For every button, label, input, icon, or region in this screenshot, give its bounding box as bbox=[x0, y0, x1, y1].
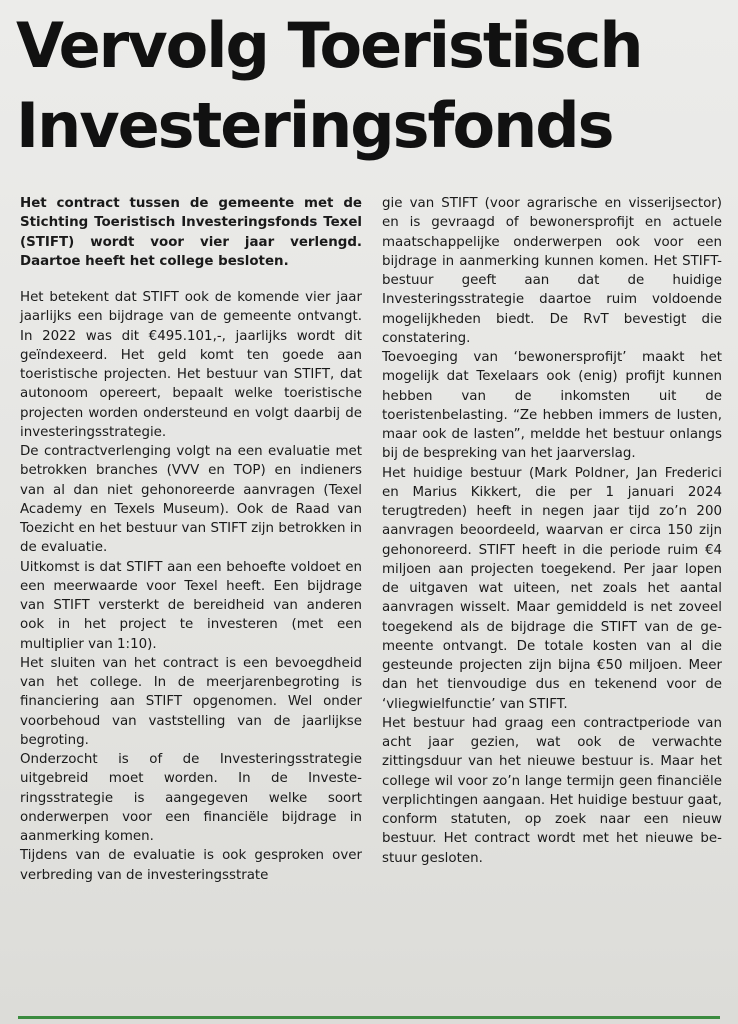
left-column bbox=[20, 194, 362, 885]
paragraph: Het huidige bestuur (Mark Poldner, Jan Frederici en Marius Kikkert, die per 1 januari 2024 terugtreden) heeft in negen jaar tijd zo’n 200 aanvragen beoordeeld, waarvan er circa 150 zijn gehonoreerd. STIFT heeft in die periode ruim €4 miljoen aan projecten toegekend. Per jaar lopen de uitgaven wat uiteen, net zoals het aantal aanvragen wisselt. Maar gemiddeld is net zoveel toegekend als de bijdrage die STIFT van de gemeente ontvangt. De totale kosten van al die gesteunde projecten zijn bijna €50 miljoen. Meer dan het tienvoudige dus en tekenend voor de ‘vliegwielfunctie’ van STIFT. bbox=[382, 465, 722, 712]
paragraph: Het betekent dat STIFT ook de komende vier jaar jaarlijks een bijdrage van de gemeente ontvangt. In 2022 was dit €495.101,-, jaarlijks wordt dit geïndexeerd. Het geld komt ten goede aan toeristische projecten. Het bestuur van STIFT, dat autonoom opereert, bepaalt welke toeristische projecten worden ondersteund en volgt daarbij de investeringsstrategie. bbox=[20, 290, 362, 440]
paragraph: Het bestuur had graag een contractperiode van acht jaar gezien, wat ook de verwachte zittingsduur van het nieuwe bestuur is. Maar het college wil voor zo’n lange termijn geen financiële verplichtingen aangaan. Het huidige bestuur gaat, conform statuten, op zoek naar een nieuw bestuur. Het contract wordt met het nieuwe bestuur gesloten. bbox=[382, 715, 722, 866]
paragraph: Tijdens van de evaluatie is ook gesproken over verbreding van de investeringsstrate bbox=[20, 848, 362, 883]
right-column bbox=[382, 194, 722, 868]
paragraph: gie van STIFT (voor agrarische en visserijsector) en is gevraagd of bewonersprofijt en actuele maatschappelijke onderwerpen ook voor een bijdrage in aanmerking kunnen komen. Het STIFT-bestuur geeft aan dat de huidige Investeringsstrategie daartoe ruim voldoende mogelijkheden biedt. De RvT bevestigt die constatering. bbox=[382, 196, 722, 346]
article-lead: Het contract tussen de gemeente met de Stichting Toeristisch Investeringsfonds Texel (STIFT) wordt voor vier jaar verlengd. Daartoe heeft het college besloten. bbox=[20, 196, 362, 269]
green-bottom-rule bbox=[18, 1016, 720, 1019]
paragraph: Onderzocht is of de Investeringsstrategie uitgebreid moet worden. In de Investeringsstrategie is aangegeven welke soort onderwerpen voor een financiële bijdrage in aanmerking komen. bbox=[20, 752, 362, 844]
paragraph: Het sluiten van het contract is een bevoegdheid van het college. In de meerjarenbegroting is financiering aan STIFT opgenomen. Wel onder voorbehoud van vaststelling van de jaarlijkse begroting. bbox=[20, 655, 362, 748]
article-headline: Vervolg Toeristisch Investeringsfonds bbox=[16, 9, 642, 162]
paragraph: Uitkomst is dat STIFT aan een behoefte voldoet en een meerwaarde voor Texel heeft. Een bijdrage van STIFT versterkt de bereidheid van anderen ook in het project te investeren (met een multiplier van 1:10). bbox=[20, 559, 362, 652]
paragraph: Toevoeging van ‘bewonersprofijt’ maakt het mogelijk dat Texelaars ook (enig) profijt kunnen hebben van de inkomsten uit de toeristenbelasting. “Ze hebben immers de lusten, maar ook de lasten”, meldde het bestuur onlangs bij de bespreking van het jaarverslag. bbox=[382, 350, 722, 462]
paragraph: De contractverlenging volgt na een evaluatie met betrokken branches (VVV en TOP) en indieners van al dan niet gehonoreerde aanvragen (Texel Academy en Texels Museum). Ook de Raad van Toezicht en het bestuur van STIFT zijn betrokken in de evaluatie. bbox=[20, 444, 362, 556]
